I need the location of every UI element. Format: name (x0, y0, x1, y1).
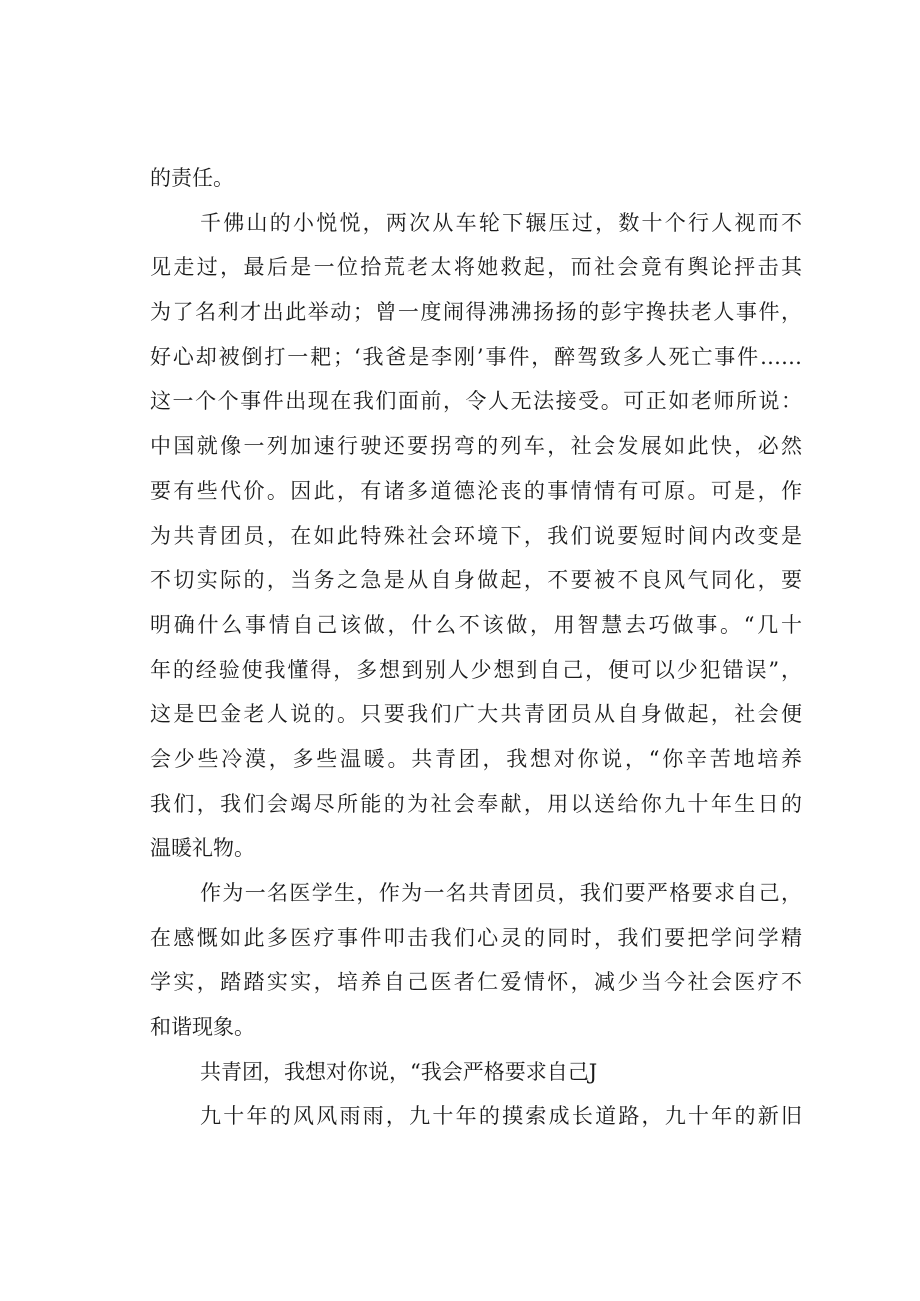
text-line: 中国就像一列加速行驶还要拐弯的列车，社会发展如此快，必然 (150, 434, 802, 459)
text-line: 温暖礼物。 (150, 836, 255, 861)
text-line: 千佛山的小悦悦，两次从车轮下辗压过，数十个行人视而不 (200, 210, 802, 235)
text-line: 要有些代价。因此，有诸多道德沦丧的事情情有可原。可是，作 (150, 478, 802, 503)
text-line: 为共青团员，在如此特殊社会环境下，我们说要短时间内改变是 (150, 523, 802, 548)
text-line: 在感慨如此多医疗事件叩击我们心灵的同时，我们要把学问学精 (150, 925, 802, 950)
text-line: 好心却被倒打一耙；‘我爸是李刚’事件，醉驾致多人死亡事件…… (150, 344, 802, 369)
text-line: 明确什么事情自己该做，什么不该做，用智慧去巧做事。“几十 (150, 612, 802, 637)
text-line: 年的经验使我懂得，多想到别人少想到自己，便可以少犯错误”， (150, 657, 802, 682)
text-line: 的责任。 (150, 166, 234, 190)
text-line: 会少些冷漠，多些温暖。共青团，我想对你说，“你辛苦地培养 (150, 746, 802, 771)
document-page (150, 156, 802, 1139)
text-line: 见走过，最后是一位拾荒老太将她救起，而社会竟有舆论抨击其 (150, 255, 802, 280)
text-line: 这一个个事件出现在我们面前，令人无法接受。可正如老师所说： (150, 389, 802, 414)
text-line: 学实，踏踏实实，培养自己医者仁爱情怀，减少当今社会医疗不 (150, 970, 802, 995)
text-line: 不切实际的，当务之急是从自身做起，不要被不良风气同化，要 (150, 568, 802, 593)
text-line: 这是巴金老人说的。只要我们广大共青团员从自身做起，社会便 (150, 702, 802, 727)
body-text (150, 156, 802, 1139)
text-line: 作为一名医学生，作为一名共青团员，我们要严格要求自己， (200, 881, 802, 905)
text-line: 为了名利才出此举动；曾一度闹得沸沸扬扬的彭宇搀扶老人事件， (150, 300, 802, 325)
text-line: 共青团，我想对你说，“我会严格要求自己J (200, 1059, 598, 1084)
text-line: 九十年的风风雨雨，九十年的摸索成长道路，九十年的新旧 (200, 1104, 802, 1129)
text-line: 我们，我们会竭尽所能的为社会奉献，用以送给你九十年生日的 (150, 791, 802, 816)
text-line: 和谐现象。 (150, 1015, 255, 1040)
